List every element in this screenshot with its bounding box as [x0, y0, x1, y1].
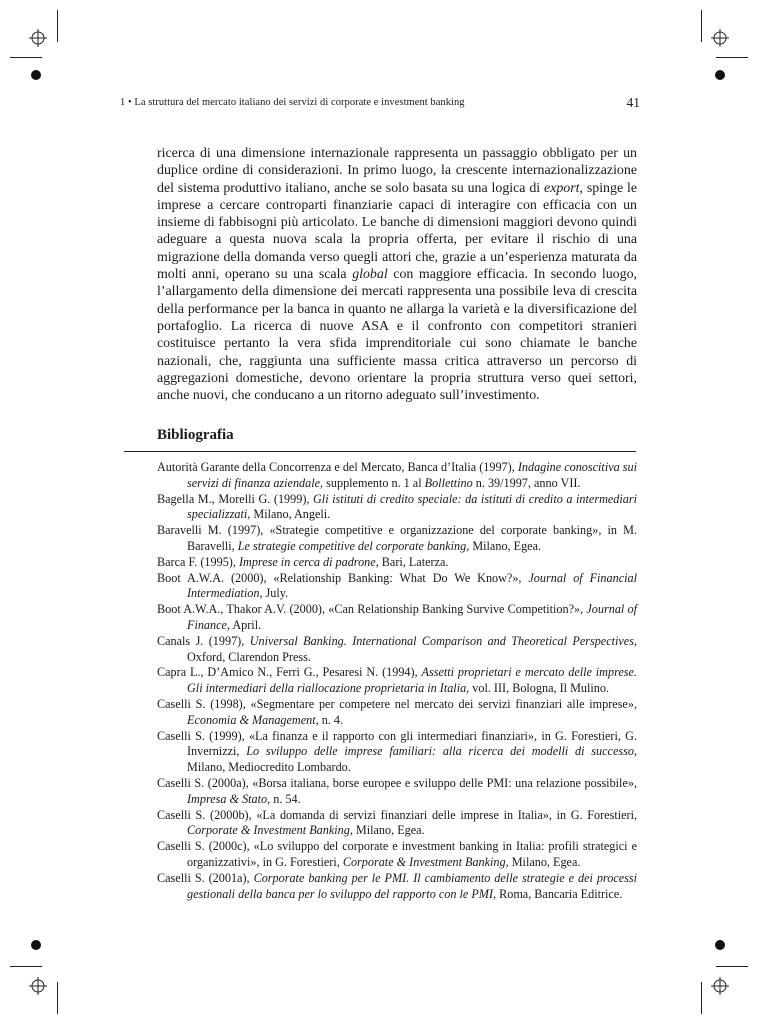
- registration-dot: [715, 940, 725, 950]
- text-run: n. 39/1997, anno VII.: [472, 475, 581, 490]
- bibliography-entry: [157, 729, 637, 776]
- bibliography-entry: [157, 839, 637, 871]
- text-run: , Milano, Mediocredito Lombardo.: [187, 744, 638, 775]
- bibliography-entry: [157, 871, 637, 903]
- crop-mark-top-right-vertical: [701, 10, 702, 42]
- crop-mark-bottom-right-vertical: [701, 982, 702, 1014]
- bibliography-rule: [124, 451, 636, 452]
- text-run: , Bari, Laterza.: [375, 554, 449, 569]
- bibliography-entry: [157, 602, 637, 634]
- italic-text-run: global: [352, 267, 388, 283]
- text-run: Baravelli M. (1997), «Strategie competitive e organizzazione del corporate banking», in M. Baravelli,: [157, 523, 637, 553]
- bibliography-entry: [157, 697, 637, 729]
- text-run: Caselli S. (1999), «La finanza e il rapporto con gli intermediari finanziari», in G. Forestieri, G. Invernizzi,: [157, 728, 637, 759]
- text-run: Autorità Garante della Concorrenza e del Mercato, Banca d’Italia (1997),: [157, 460, 518, 474]
- crop-mark-top-left-horizontal: [10, 57, 42, 58]
- italic-text-run: Le strategie competitive del corporate banking: [237, 538, 467, 553]
- registration-dot: [715, 70, 725, 80]
- italic-text-run: Universal Banking. International Comparison and Theoretical Perspectives: [249, 633, 634, 648]
- text-run: , July.: [259, 586, 289, 601]
- italic-text-run: Gli istituti di credito speciale: da istituti di credito a intermediari specializzati: [187, 491, 637, 522]
- italic-text-run: Imprese in cerca di padrone: [238, 554, 376, 569]
- text-run: , n. 4.: [315, 712, 344, 727]
- bibliography-heading: Bibliografia: [157, 427, 234, 443]
- text-run: Barca F. (1995),: [157, 554, 239, 569]
- italic-text-run: Corporate & Investment Banking: [342, 854, 506, 869]
- italic-text-run: Assetti proprietari e mercato delle imprese. Gli intermediari della riallocazione proprietaria in Italia: [187, 665, 637, 696]
- text-run: , April.: [226, 617, 262, 632]
- text-run: , supplemento n. 1 al: [320, 475, 425, 490]
- italic-text-run: Impresa & Stato: [187, 791, 268, 806]
- bibliography-entry: [157, 665, 637, 697]
- crop-mark-top-left-vertical: [57, 10, 58, 42]
- text-run: , Milano, Egea.: [505, 854, 581, 869]
- running-header-title: 1 • La struttura del mercato italiano dei servizi di corporate e investment banking: [120, 97, 465, 108]
- crop-mark-bottom-left-horizontal: [10, 966, 42, 967]
- text-run: Boot A.W.A. (2000), «Relationship Banking: What Do We Know?»,: [157, 570, 529, 585]
- text-run: Bagella M., Morelli G. (1999),: [157, 491, 313, 506]
- text-run: , vol. III, Bologna, Il Mulino.: [466, 681, 610, 696]
- text-run: ricerca di una dimensione internazionale rappresenta un passaggio obbligato per un duplice ordine di considerazioni. In primo luogo, la crescente internazionalizzazione del sistema produttivo italiano, anche se solo basata su una logica di: [157, 146, 637, 196]
- text-run: , Roma, Bancaria Editrice.: [493, 886, 623, 901]
- body-paragraph: [157, 145, 637, 404]
- italic-text-run: Indagine conoscitiva sui servizi di finanza aziendale: [187, 460, 637, 490]
- bibliography-entry: [157, 776, 637, 808]
- registration-dot: [31, 70, 41, 80]
- text-run: Caselli S. (1998), «Segmentare per competere nel mercato dei servizi finanziari alle imprese»,: [157, 696, 637, 711]
- italic-text-run: Corporate & Investment Banking: [187, 823, 350, 838]
- text-run: , Oxford, Clarendon Press.: [187, 633, 638, 664]
- crop-mark-bottom-left-vertical: [57, 982, 58, 1014]
- text-run: , Milano, Angeli.: [247, 507, 331, 522]
- crop-mark-bottom-right-horizontal: [716, 966, 748, 967]
- italic-text-run: Bollettino: [424, 475, 473, 490]
- text-run: Caselli S. (2000c), «Lo sviluppo del corporate e investment banking in Italia: profili strategici e organizzativi», in G. Forestieri,: [157, 839, 637, 869]
- bibliography-entry: [157, 808, 637, 840]
- italic-text-run: Corporate banking per le PMI. Il cambiamento delle strategie e dei processi gestionali della banca per lo sviluppo del rapporto con le PMI: [187, 870, 638, 901]
- italic-text-run: Journal of Financial Intermediation: [187, 570, 637, 601]
- bibliography-entry: [157, 634, 637, 666]
- text-run: Caselli S. (2000b), «La domanda di servizi finanziari delle imprese in Italia», in G. Forestieri,: [157, 807, 637, 822]
- text-run: , n. 54.: [267, 791, 301, 806]
- bibliography-entry: [157, 460, 637, 492]
- text-run: Canals J. (1997),: [157, 633, 250, 648]
- text-run: Caselli S. (2001a),: [157, 870, 254, 885]
- bibliography-entry: [157, 492, 637, 524]
- crop-mark-top-right-horizontal: [716, 57, 748, 58]
- registration-mark-icon: [29, 977, 47, 995]
- italic-text-run: Lo sviluppo delle imprese familiari: alla ricerca dei modelli di successo: [246, 744, 634, 759]
- text-run: Caselli S. (2000a), «Borsa italiana, borse europee e sviluppo delle PMI: una relazione possibile»,: [157, 775, 637, 790]
- registration-mark-icon: [711, 977, 729, 995]
- body-text: [157, 145, 637, 404]
- text-run: Capra L., D’Amico N., Ferri G., Pesaresi N. (1994),: [157, 665, 422, 680]
- bibliography-entry: [157, 555, 637, 571]
- text-run: Boot A.W.A., Thakor A.V. (2000), «Can Relationship Banking Survive Competition?»,: [157, 602, 587, 617]
- text-run: , Milano, Egea.: [349, 823, 425, 838]
- text-run: , Milano, Egea.: [466, 538, 542, 553]
- registration-mark-icon: [29, 29, 47, 47]
- registration-dot: [31, 940, 41, 950]
- bibliography-entry: [157, 523, 637, 555]
- italic-text-run: Journal of Finance: [187, 602, 638, 632]
- bibliography-list: [157, 460, 637, 902]
- page-number: 41: [626, 95, 640, 110]
- bibliography-entry: [157, 571, 637, 603]
- italic-text-run: export: [544, 180, 580, 196]
- italic-text-run: Economia & Management: [187, 712, 316, 727]
- registration-mark-icon: [711, 29, 729, 47]
- text-run: con maggiore efficacia. In secondo luogo, l’allargamento della dimensione dei mercati rappresenta una possibile leva di crescita della performance per la banca in quanto ne allarga la varietà e la diversificazione del portafoglio. La ricerca di nuove ASA e il confronto con competitori stranieri costituisce pertanto la vera sfida imprenditoriale cui sono chiamate le banche nazionali, che, raggiunta una sufficiente massa critica attraverso un percorso di aggregazioni domestiche, devono orientare la propria struttura verso quei settori, anche nuovi, che conducano a un ritorno adeguato sull’investimento.: [157, 267, 637, 404]
- text-run: , spinge le imprese a cercare controparti finanziarie capaci di interagire con efficacia con un insieme di fabbisogni più articolato. Le banche di dimensioni maggiori devono quindi adeguare a questa nuova scala la propria offerta, per evitare il rischio di una migrazione della domanda verso quegli attori che, grazie a un’esperienza maturata da molti anni, operano su una scala: [157, 180, 637, 283]
